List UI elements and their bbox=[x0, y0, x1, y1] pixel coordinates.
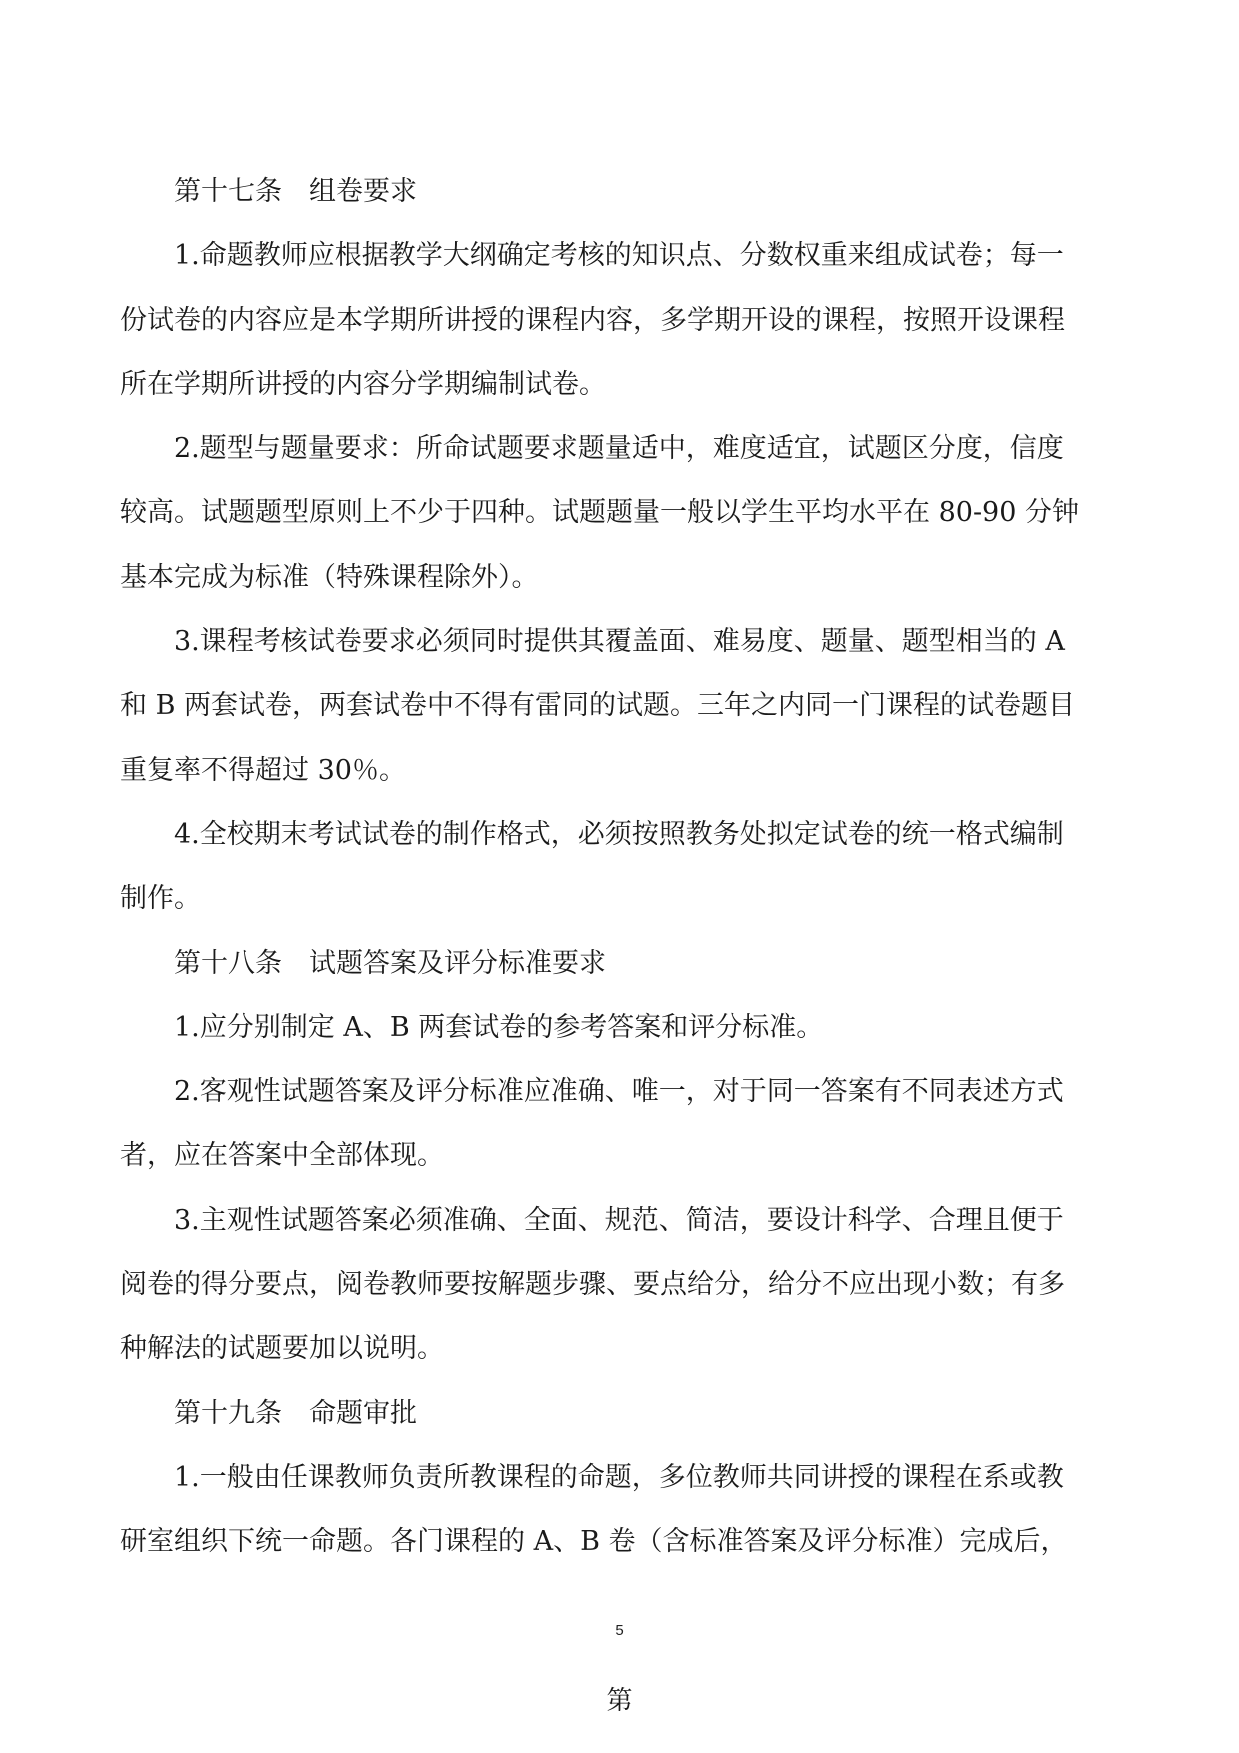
paragraph-line: 1.一般由任课教师负责所教课程的命题，多位教师共同讲授的课程在系或教 bbox=[174, 1461, 1064, 1493]
paragraph-line: 重复率不得超过 30％。 bbox=[120, 754, 406, 786]
paragraph-line: 制作。 bbox=[120, 883, 201, 915]
article-19-heading: 第十九条 命题审批 bbox=[174, 1397, 417, 1429]
paragraph-line: 2.客观性试题答案及评分标准应准确、唯一，对于同一答案有不同表述方式 bbox=[174, 1076, 1064, 1108]
paragraph-line: 和 B 两套试卷，两套试卷中不得有雷同的试题。三年之内同一门课程的试卷题目 bbox=[120, 690, 1076, 722]
paragraph-line: 研室组织下统一命题。各门课程的 A、B 卷（含标准答案及评分标准）完成后， bbox=[120, 1526, 1068, 1558]
paragraph-line: 较高。试题题型原则上不少于四种。试题题量一般以学生平均水平在 80-90 分钟 bbox=[120, 497, 1079, 529]
footer-text: 第 bbox=[606, 1686, 633, 1716]
paragraph-line: 2.题型与题量要求：所命试题要求题量适中，难度适宜，试题区分度，信度 bbox=[174, 433, 1064, 465]
paragraph-line: 3.主观性试题答案必须准确、全面、规范、简洁，要设计科学、合理且便于 bbox=[174, 1204, 1064, 1236]
paragraph-line: 阅卷的得分要点，阅卷教师要按解题步骤、要点给分，给分不应出现小数；有多 bbox=[120, 1269, 1065, 1301]
article-17-heading: 第十七条 组卷要求 bbox=[174, 176, 417, 207]
paragraph-line: 所在学期所讲授的内容分学期编制试卷。 bbox=[120, 368, 606, 400]
paragraph-line: 1.命题教师应根据教学大纲确定考核的知识点、分数权重来组成试卷；每一 bbox=[174, 240, 1064, 272]
paragraph-line: 种解法的试题要加以说明。 bbox=[120, 1333, 444, 1365]
page-number: 5 bbox=[615, 1622, 624, 1639]
article-18-heading: 第十八条 试题答案及评分标准要求 bbox=[174, 947, 606, 979]
paragraph-line: 1.应分别制定 A、B 两套试卷的参考答案和评分标准。 bbox=[174, 1011, 824, 1043]
document-body bbox=[120, 160, 1120, 1575]
paragraph-line: 3.课程考核试卷要求必须同时提供其覆盖面、难易度、题量、题型相当的 A bbox=[174, 626, 1065, 658]
paragraph-line: 者，应在答案中全部体现。 bbox=[120, 1140, 444, 1172]
paragraph-line: 份试卷的内容应是本学期所讲授的课程内容，多学期开设的课程，按照开设课程 bbox=[120, 304, 1065, 336]
paragraph-line: 4.全校期末考试试卷的制作格式，必须按照教务处拟定试卷的统一格式编制 bbox=[174, 818, 1064, 850]
paragraph-line: 基本完成为标准（特殊课程除外）。 bbox=[120, 561, 539, 593]
